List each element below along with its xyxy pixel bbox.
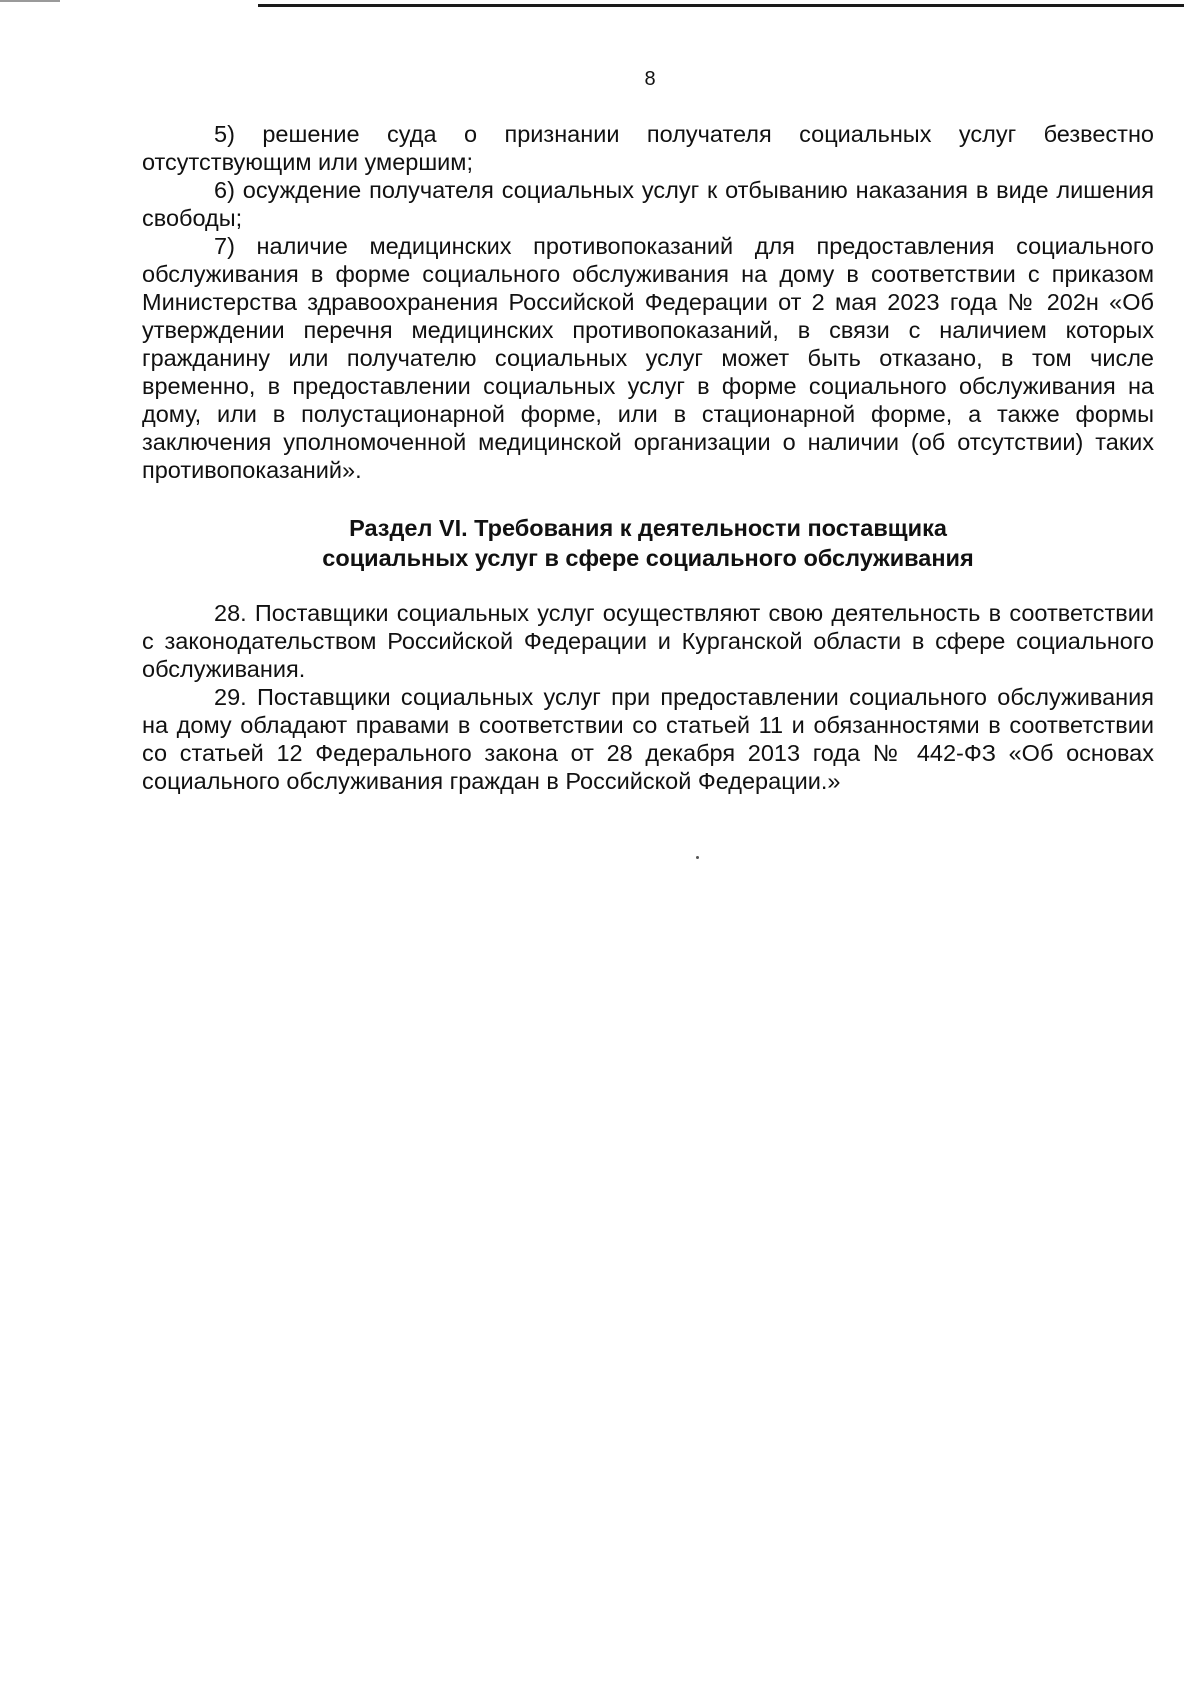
scan-artifact-top-line — [258, 4, 1184, 7]
section-heading-line: социальных услуг в сфере социального обслуживания — [322, 545, 974, 571]
section-paragraph: 28. Поставщики социальных услуг осуществляют свою деятельность в соответствии с законодательством Российской Федерации и Курганской области в сфере социального обслуживания. — [142, 600, 1154, 682]
scan-speck — [696, 856, 699, 859]
page-number: 8 — [644, 68, 656, 90]
section-paragraph: 29. Поставщики социальных услуг при предоставлении социального обслуживания на дому обладают правами в соответствии со статьей 11 и обязанностями в соответствии со статьей 12 Федерального закона от 28 декабря 2013 года № 442-ФЗ «Об основах социального обслуживания граждан в Российской Федерации.» — [142, 684, 1154, 794]
section-heading — [142, 513, 1154, 573]
list-item: 7) наличие медицинских противопоказаний для предоставления социального обслуживания в форме социального обслуживания на дому в соответствии с приказом Министерства здравоохранения Российской Федерации от 2 мая 2023 года № 202н «Об утверждении перечня медицинских противопоказаний, в связи с наличием которых гражданину или получателю социальных услуг может быть отказано, в том числе временно, в предоставлении социальных услуг в форме социального обслуживания на дому, или в полустационарной форме, или в стационарной форме, а также формы заключения уполномоченной медицинской организации о наличии (об отсутствии) таких противопоказаний». — [142, 233, 1154, 483]
section-heading-line: Раздел VI. Требования к деятельности поставщика — [349, 515, 947, 541]
list-item: 5) решение суда о признании получателя социальных услуг безвестно отсутствующим или умершим; — [142, 121, 1154, 175]
document-body — [142, 120, 1154, 795]
list-item: 6) осуждение получателя социальных услуг к отбыванию наказания в виде лишения свободы; — [142, 177, 1154, 231]
scan-artifact-left — [0, 0, 60, 2]
